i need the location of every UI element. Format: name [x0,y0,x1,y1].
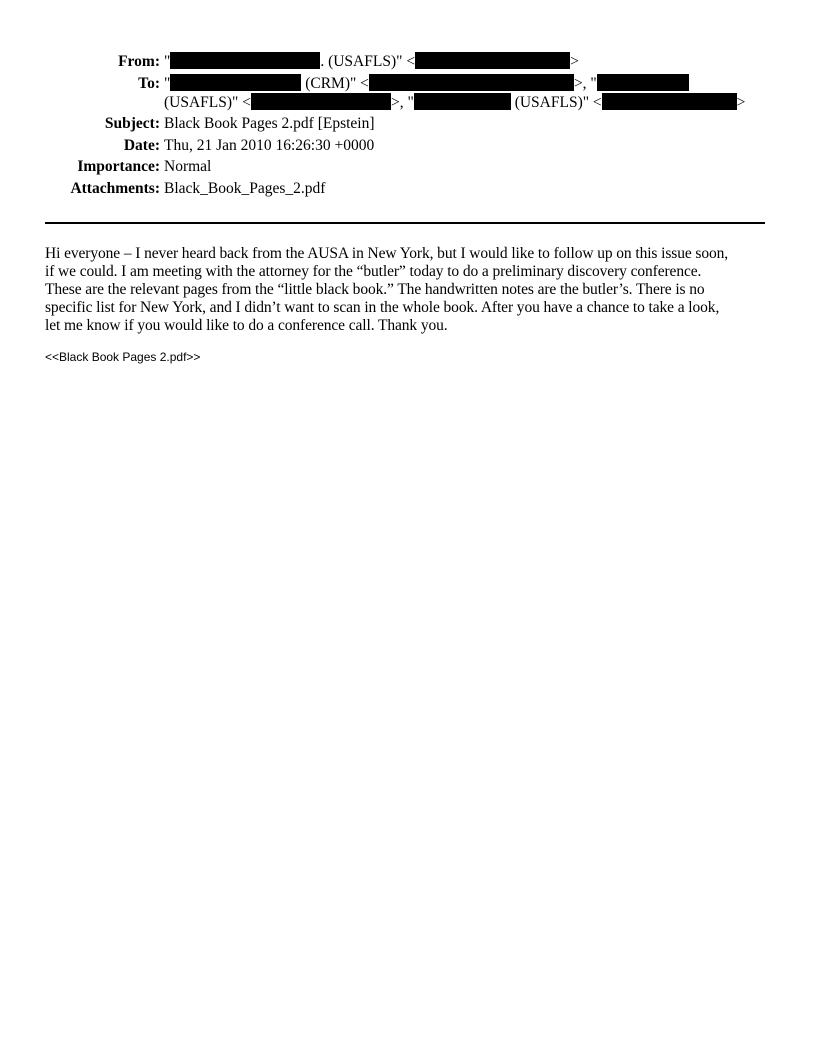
attachment-reference: <<Black Book Pages 2.pdf>> [45,350,201,364]
header-divider [45,222,765,224]
to-line-2: (USAFLS)" < >, " (USAFLS)" < > [164,93,746,111]
from-row [0,52,816,71]
importance-value: Normal [164,158,212,175]
from-value [160,52,764,71]
subject-row [0,114,816,133]
from-org: . (USAFLS)" < [320,53,416,70]
to-line-1: " (CRM)" < >, " [164,74,764,93]
redaction-bar [170,52,320,69]
from-close: > [570,53,579,70]
attachments-value: Black_Book_Pages_2.pdf [164,179,326,197]
date-row [0,136,816,155]
attachments-label: Attachments: [70,179,160,197]
from-label: From: [118,53,160,70]
redaction-bar [597,74,689,91]
date-label: Date: [123,136,160,154]
redaction-bar [415,52,570,69]
redaction-bar [251,93,391,110]
date-value: Thu, 21 Jan 2010 16:26:30 +0000 [164,136,375,154]
body-line: specific list for New York, and I didn’t want to scan in the whole book. After you have a chance to take a look, [45,299,720,316]
to-row [0,74,816,112]
to-label: To: [138,74,160,92]
redaction-bar [602,93,737,110]
email-header [0,52,816,200]
subject-value: Black Book Pages 2.pdf [Epstein] [164,115,375,132]
email-body [45,245,770,335]
body-line: Hi everyone – I never heard back from the AUSA in New York, but I would like to follow up on this issue soon, [45,245,729,262]
from-quote: " [164,53,171,70]
importance-row [0,157,816,176]
importance-label: Importance: [77,158,160,175]
attachments-row [0,179,816,198]
redaction-bar [414,93,511,110]
redaction-bar [369,74,574,91]
subject-label: Subject: [104,115,160,132]
body-line: if we could. I am meeting with the attorney for the “butler” today to do a preliminary discovery conference. [45,263,702,280]
body-line: let me know if you would like to do a conference call. Thank you. [45,317,448,334]
redaction-bar [170,74,301,91]
body-line: These are the relevant pages from the “little black book.” The handwritten notes are the butler’s. There is no [45,281,705,298]
to-value [160,74,764,112]
